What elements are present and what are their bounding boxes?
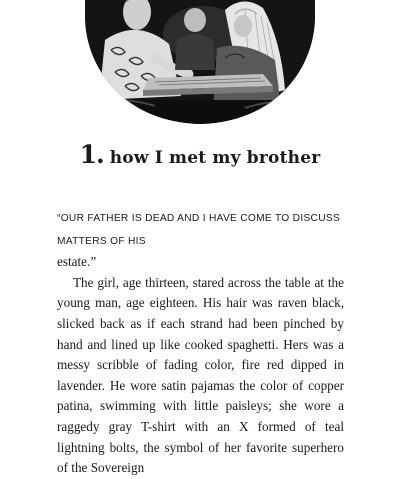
chapter-illustration xyxy=(85,0,315,124)
chapter-body xyxy=(57,207,344,479)
chapter-heading xyxy=(0,140,400,169)
body-paragraph: The girl, age thirteen, stared across the table at the young man, age eighteen. His hair was raven black, slicked back as if each strand had been pinched by hand and lined up like cooked spaghetti. Hers was a messy scribble of fading color, fire red dipped in lavender. He wore satin pajamas the color of copper patina, swimming with little paisleys; she wore a raggedy gray T-shirt with an X formed of teal lightning bolts, the symbol of her favorite superhero of the Sovereign xyxy=(57,274,344,476)
opening-line xyxy=(57,207,344,273)
opening-caps: “OUR FATHER IS DEAD AND I HAVE COME TO DISCUSS MATTERS OF HIS xyxy=(57,213,341,247)
chapter-title: how I met my brother xyxy=(109,148,321,168)
opening-rest: estate.” xyxy=(57,254,97,270)
chapter-number: 1. xyxy=(79,140,104,169)
